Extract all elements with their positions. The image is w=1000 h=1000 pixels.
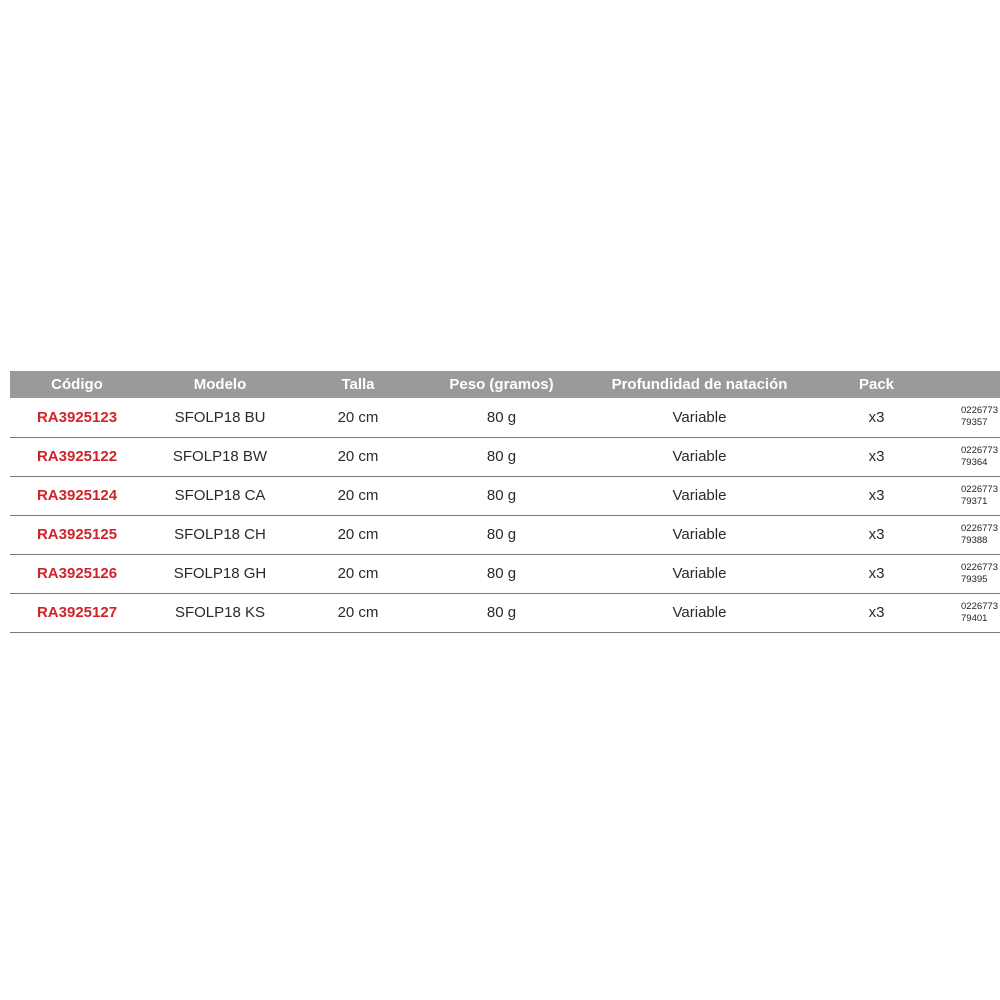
product-weight: 80 g <box>486 487 517 504</box>
product-pack: x3 <box>868 565 885 582</box>
table-row <box>10 398 1000 437</box>
table-row <box>10 515 1000 554</box>
product-ean <box>937 554 1000 593</box>
header-ean <box>937 371 1000 398</box>
product-pack: x3 <box>868 526 885 543</box>
product-code: RA3925123 <box>36 408 118 426</box>
product-ean <box>937 476 1000 515</box>
product-depth: Variable <box>672 408 727 426</box>
product-pack: x3 <box>868 604 885 621</box>
product-size: 20 cm <box>337 604 379 621</box>
ean-part-2: 79388 <box>961 534 988 546</box>
product-ean <box>937 515 1000 554</box>
header-pack: Pack <box>858 376 895 393</box>
product-depth: Variable <box>672 448 727 465</box>
product-depth: Variable <box>672 526 727 543</box>
product-size: 20 cm <box>337 408 379 426</box>
table-row <box>10 476 1000 515</box>
ean-part-2: 79364 <box>961 456 988 468</box>
product-model: SFOLP18 CH <box>174 526 266 543</box>
product-weight: 80 g <box>486 408 517 426</box>
product-code: RA3925124 <box>36 487 118 504</box>
product-size: 20 cm <box>337 487 379 504</box>
header-talla: Talla <box>341 376 375 393</box>
product-code: RA3925127 <box>36 604 118 621</box>
product-ean <box>937 437 1000 476</box>
product-table-container <box>10 371 1000 633</box>
ean-part-1: 0226773 <box>961 522 998 534</box>
product-ean <box>937 398 1000 437</box>
product-code: RA3925122 <box>36 448 118 465</box>
ean-part-1: 0226773 <box>961 444 998 456</box>
header-codigo: Código <box>51 376 103 393</box>
product-depth: Variable <box>672 487 727 504</box>
ean-part-1: 0226773 <box>961 483 998 495</box>
table-row <box>10 437 1000 476</box>
product-size: 20 cm <box>337 565 379 582</box>
product-model: SFOLP18 CA <box>174 487 266 504</box>
header-profundidad: Profundidad de natación <box>611 376 788 393</box>
ean-part-1: 0226773 <box>961 600 998 612</box>
product-code: RA3925126 <box>36 565 118 582</box>
product-code: RA3925125 <box>36 526 118 543</box>
product-depth: Variable <box>672 604 727 621</box>
product-table <box>10 371 1000 633</box>
product-model: SFOLP18 BW <box>172 448 268 465</box>
product-model: SFOLP18 GH <box>173 565 267 582</box>
product-size: 20 cm <box>337 448 379 465</box>
product-weight: 80 g <box>486 448 517 465</box>
product-model: SFOLP18 BU <box>174 408 266 426</box>
product-pack: x3 <box>868 448 885 465</box>
ean-part-2: 79401 <box>961 612 988 624</box>
product-model: SFOLP18 KS <box>174 604 266 621</box>
product-pack: x3 <box>868 408 885 426</box>
ean-part-2: 79357 <box>961 417 988 429</box>
table-row <box>10 593 1000 632</box>
header-modelo: Modelo <box>193 376 247 393</box>
product-weight: 80 g <box>486 565 517 582</box>
product-pack: x3 <box>868 487 885 504</box>
table-header-row <box>10 371 1000 398</box>
product-weight: 80 g <box>486 526 517 543</box>
ean-part-1: 0226773 <box>961 405 998 417</box>
ean-part-1: 0226773 <box>961 561 998 573</box>
table-row <box>10 554 1000 593</box>
product-weight: 80 g <box>486 604 517 621</box>
product-ean <box>937 593 1000 632</box>
ean-part-2: 79371 <box>961 495 988 507</box>
header-peso: Peso (gramos) <box>449 376 554 393</box>
ean-part-2: 79395 <box>961 573 988 585</box>
product-depth: Variable <box>672 565 727 582</box>
product-size: 20 cm <box>337 526 379 543</box>
